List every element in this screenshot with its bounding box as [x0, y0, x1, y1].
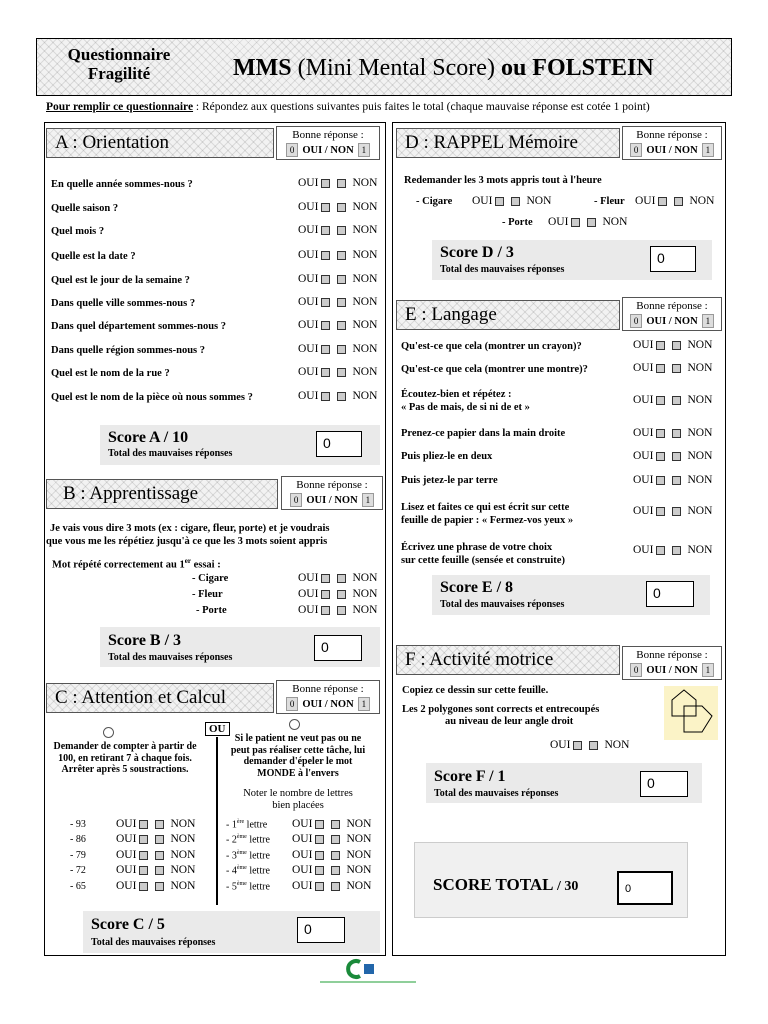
question-a-8: Dans quelle région sommes-nous ? [51, 345, 206, 356]
question-e-2-oui-checkbox[interactable] [656, 364, 665, 373]
question-a-4-oui-checkbox[interactable] [321, 251, 330, 260]
question-a-5-oui-label: OUI [298, 273, 319, 285]
question-e-1: Qu'est-ce que cela (montrer un crayon)? [401, 341, 582, 352]
question-e-4-oui-non [633, 427, 712, 439]
question-a-7: Dans quel département sommes-nous ? [51, 321, 227, 332]
question-a-2-oui-checkbox[interactable] [321, 203, 330, 212]
score-f-sub: Total des mauvaises réponses [434, 788, 559, 799]
footer-logo [318, 958, 418, 988]
drawing-oui-non [550, 739, 629, 751]
subtraction-4-oui-checkbox[interactable] [139, 866, 148, 875]
word-b-2: - Fleur [192, 589, 223, 600]
recall-fleur-non-checkbox[interactable] [674, 197, 683, 206]
question-e-7-non-label: NON [687, 505, 713, 517]
question-e-6-non-checkbox[interactable] [672, 476, 681, 485]
question-a-6-non-checkbox[interactable] [337, 298, 346, 307]
word-b-1-oui-label: OUI [298, 572, 319, 584]
spell-instructions: Si le patient ne veut pas ou ne peut pas réaliser cette tâche, lui demander d'épeler le mot MONDE à l'envers [230, 733, 366, 779]
question-a-3-oui-non [298, 224, 377, 236]
question-e-1-oui-non [633, 339, 712, 351]
letter-3-non-label: NON [346, 849, 372, 861]
word-b-3-non-label: NON [352, 604, 378, 616]
subtraction-3-non-checkbox[interactable] [155, 851, 164, 860]
letter-2-non-label: NON [346, 833, 372, 845]
question-a-8-oui-checkbox[interactable] [321, 345, 330, 354]
subtraction-2-non-checkbox[interactable] [155, 835, 164, 844]
section-f-line-3: au niveau de leur angle droit [445, 716, 574, 727]
letters-note: Noter le nombre de lettres bien placées [243, 788, 353, 811]
question-a-9-oui-label: OUI [298, 366, 319, 378]
question-a-6-non-label: NON [352, 296, 378, 308]
letter-5-oui-checkbox[interactable] [315, 882, 324, 891]
recall-cigare: - Cigare [416, 196, 453, 207]
question-a-6-oui-label: OUI [298, 296, 319, 308]
instructions: Pour remplir ce questionnaire : Répondez aux questions suivantes puis faites le total (chaque mauvaise réponse est cotée 1 point) [46, 101, 650, 113]
question-e-5-non-label: NON [687, 450, 713, 462]
ou-divider [216, 737, 218, 905]
score-b-box [100, 627, 380, 667]
subtraction-1-oui-non [116, 818, 195, 830]
question-a-5-non-label: NON [352, 273, 378, 285]
question-a-10-non-checkbox[interactable] [337, 392, 346, 401]
question-e-8-non-label: NON [687, 544, 713, 556]
subtraction-4-oui-label: OUI [116, 864, 137, 876]
word-b-2-non-label: NON [352, 588, 378, 600]
letter-5-oui-label: OUI [292, 880, 313, 892]
recall-cigare-oui-checkbox[interactable] [495, 197, 504, 206]
recall-porte-oui-label: OUI [548, 216, 569, 228]
section-c-title: C : Attention et Calcul [46, 683, 274, 713]
score-b-input[interactable]: 0 [314, 635, 362, 661]
question-e-3-non-checkbox[interactable] [672, 396, 681, 405]
question-a-1: En quelle année sommes-nous ? [51, 179, 193, 190]
letter-1: - 1ère lettre [226, 819, 268, 831]
question-e-8-oui-label: OUI [633, 544, 654, 556]
question-e-4-oui-checkbox[interactable] [656, 429, 665, 438]
subtraction-1-oui-checkbox[interactable] [139, 820, 148, 829]
subtraction-2-oui-non [116, 833, 195, 845]
question-a-10-oui-label: OUI [298, 390, 319, 402]
section-f-line-1: Copiez ce dessin sur cette feuille. [402, 685, 549, 696]
question-e-7-oui-label: OUI [633, 505, 654, 517]
question-e-1-oui-checkbox[interactable] [656, 341, 665, 350]
score-f-label: Score F / 1 [434, 768, 506, 785]
question-e-2-non-label: NON [687, 362, 713, 374]
section-e-bonne-reponse: Bonne réponse : 0 OUI / NON 1 [622, 297, 722, 331]
section-a-title: A : Orientation [46, 128, 274, 158]
question-e-6-oui-non [633, 474, 712, 486]
subtraction-2-oui-checkbox[interactable] [139, 835, 148, 844]
question-a-8-non-checkbox[interactable] [337, 345, 346, 354]
subtraction-3-oui-checkbox[interactable] [139, 851, 148, 860]
word-b-1: - Cigare [192, 573, 229, 584]
section-b-intro-2: que vous me les répétiez jusqu'à ce que les 3 mots soient appris [46, 536, 328, 547]
question-e-1-oui-label: OUI [633, 339, 654, 351]
letter-3-oui-checkbox[interactable] [315, 851, 324, 860]
question-e-8-non-checkbox[interactable] [672, 546, 681, 555]
question-a-2-oui-label: OUI [298, 201, 319, 213]
ou-label: OU [205, 722, 230, 736]
question-e-7: Lisez et faites ce qui est écrit sur cette feuille de papier : « Fermez-vos yeux » [401, 502, 574, 526]
question-e-1-non-checkbox[interactable] [672, 341, 681, 350]
subtraction-5-oui-checkbox[interactable] [139, 882, 148, 891]
subtraction-2: - 86 [70, 834, 86, 845]
recall-porte-oui-checkbox[interactable] [571, 218, 580, 227]
letter-3-oui-label: OUI [292, 849, 313, 861]
letter-3-oui-non [292, 849, 371, 861]
section-b-bonne-reponse: Bonne réponse : 0 OUI / NON 1 [281, 476, 383, 510]
subtraction-1-non-checkbox[interactable] [155, 820, 164, 829]
question-a-2-non-label: NON [352, 201, 378, 213]
question-e-5-oui-checkbox[interactable] [656, 452, 665, 461]
question-a-8-non-label: NON [352, 343, 378, 355]
question-a-1-non-label: NON [352, 177, 378, 189]
subtraction-5: - 65 [70, 881, 86, 892]
score-c-sub: Total des mauvaises réponses [91, 937, 216, 948]
score-f-box [426, 763, 702, 803]
question-a-5-oui-non [298, 273, 377, 285]
letter-4-non-label: NON [346, 864, 372, 876]
option-count-radio[interactable] [103, 727, 114, 738]
question-a-9-oui-checkbox[interactable] [321, 368, 330, 377]
question-a-4-oui-non [298, 249, 377, 261]
question-e-8-oui-non [633, 544, 712, 556]
question-a-5-non-checkbox[interactable] [337, 275, 346, 284]
mms-title: MMS (Mini Mental Score) ou FOLSTEIN [233, 55, 654, 81]
question-a-3: Quel mois ? [51, 226, 105, 237]
question-a-1-oui-non [298, 177, 377, 189]
question-e-5-oui-label: OUI [633, 450, 654, 462]
question-e-2-non-checkbox[interactable] [672, 364, 681, 373]
question-a-8-oui-label: OUI [298, 343, 319, 355]
word-b-2-oui-non [298, 588, 377, 600]
word-b-3-oui-checkbox[interactable] [321, 606, 330, 615]
count-instructions: Demander de compter à partir de 100, en retirant 7 à chaque fois. Arrêter après 5 soustractions. [53, 741, 197, 775]
question-e-5-non-checkbox[interactable] [672, 452, 681, 461]
question-a-1-oui-label: OUI [298, 177, 319, 189]
section-b-mot-repete: Mot répété correctement au 1er essai : [52, 557, 221, 571]
word-b-2-oui-label: OUI [298, 588, 319, 600]
question-a-3-non-label: NON [352, 224, 378, 236]
subtraction-3: - 79 [70, 850, 86, 861]
question-a-5-oui-checkbox[interactable] [321, 275, 330, 284]
question-a-6-oui-non [298, 296, 377, 308]
word-b-2-non-checkbox[interactable] [337, 590, 346, 599]
letter-1-oui-checkbox[interactable] [315, 820, 324, 829]
recall-fleur: - Fleur [594, 196, 625, 207]
score-total-label: SCORE TOTAL / 30 [433, 875, 579, 894]
question-e-3-oui-checkbox[interactable] [656, 396, 665, 405]
score-a-box [100, 425, 380, 465]
letter-2-non-checkbox[interactable] [331, 835, 340, 844]
subtraction-3-non-label: NON [170, 849, 196, 861]
drawing-oui-label: OUI [550, 739, 571, 751]
word-b-3-oui-label: OUI [298, 604, 319, 616]
question-a-9-oui-non [298, 366, 377, 378]
question-e-8-oui-checkbox[interactable] [656, 546, 665, 555]
score-c-input[interactable]: 0 [297, 917, 345, 943]
subtraction-2-non-label: NON [170, 833, 196, 845]
question-a-9-non-label: NON [352, 366, 378, 378]
score-b-sub: Total des mauvaises réponses [108, 652, 233, 663]
letter-2-oui-checkbox[interactable] [315, 835, 324, 844]
question-a-1-non-checkbox[interactable] [337, 179, 346, 188]
question-a-2-non-checkbox[interactable] [337, 203, 346, 212]
subtraction-5-oui-non [116, 880, 195, 892]
section-e-title: E : Langage [396, 300, 620, 330]
letter-5-non-label: NON [346, 880, 372, 892]
question-a-6: Dans quelle ville sommes-nous ? [51, 298, 196, 309]
score-d-input[interactable]: 0 [650, 246, 696, 272]
letter-2-oui-label: OUI [292, 833, 313, 845]
score-e-sub: Total des mauvaises réponses [440, 599, 565, 610]
recall-porte-non-label: NON [602, 216, 628, 228]
word-b-1-non-checkbox[interactable] [337, 574, 346, 583]
letter-4-oui-label: OUI [292, 864, 313, 876]
question-e-8: Écrivez une phrase de votre choix sur cette feuille (sensée et construite) [401, 542, 565, 566]
question-e-7-oui-checkbox[interactable] [656, 507, 665, 516]
question-a-7-non-checkbox[interactable] [337, 321, 346, 330]
question-a-9: Quel est le nom de la rue ? [51, 368, 170, 379]
score-e-label: Score E / 8 [440, 579, 514, 596]
question-a-6-oui-checkbox[interactable] [321, 298, 330, 307]
subtraction-4-non-label: NON [170, 864, 196, 876]
section-f-title: F : Activité motrice [396, 645, 620, 675]
question-a-3-oui-checkbox[interactable] [321, 226, 330, 235]
recall-fleur-oui-checkbox[interactable] [658, 197, 667, 206]
question-e-4-non-checkbox[interactable] [672, 429, 681, 438]
section-f-bonne-reponse: Bonne réponse : 0 OUI / NON 1 [622, 646, 722, 680]
score-c-box [83, 911, 380, 953]
question-e-2-oui-label: OUI [633, 362, 654, 374]
letter-4-oui-checkbox[interactable] [315, 866, 324, 875]
question-a-4-non-checkbox[interactable] [337, 251, 346, 260]
subtraction-5-non-label: NON [170, 880, 196, 892]
score-b-label: Score B / 3 [108, 632, 182, 649]
drawing-non-checkbox[interactable] [589, 741, 598, 750]
subtraction-1-oui-label: OUI [116, 818, 137, 830]
word-b-2-oui-checkbox[interactable] [321, 590, 330, 599]
question-e-5: Puis pliez-le en deux [401, 451, 493, 462]
recall-porte-non-checkbox[interactable] [587, 218, 596, 227]
letter-5-oui-non [292, 880, 371, 892]
recall-fleur-oui-label: OUI [635, 195, 656, 207]
section-b-intro-1: Je vais vous dire 3 mots (ex : cigare, fleur, porte) et je voudrais [50, 523, 330, 534]
subtraction-5-oui-label: OUI [116, 880, 137, 892]
subtraction-3-oui-label: OUI [116, 849, 137, 861]
section-d-bonne-reponse: Bonne réponse : 0 OUI / NON 1 [622, 126, 722, 160]
question-a-2: Quelle saison ? [51, 203, 119, 214]
question-a-7-non-label: NON [352, 319, 378, 331]
question-a-10-oui-checkbox[interactable] [321, 392, 330, 401]
question-a-7-oui-non [298, 319, 377, 331]
question-e-3: Écoutez-bien et répétez : « Pas de mais, de si ni de et » [401, 389, 530, 413]
letter-4: - 4ème lettre [226, 865, 270, 877]
subtraction-4-non-checkbox[interactable] [155, 866, 164, 875]
recall-fleur-oui-non [635, 195, 714, 207]
question-e-5-oui-non [633, 450, 712, 462]
question-e-1-non-label: NON [687, 339, 713, 351]
question-a-5: Quel est le jour de la semaine ? [51, 275, 190, 286]
question-a-3-non-checkbox[interactable] [337, 226, 346, 235]
option-spell-radio[interactable] [289, 719, 300, 730]
question-a-1-oui-checkbox[interactable] [321, 179, 330, 188]
subtraction-3-oui-non [116, 849, 195, 861]
question-e-6: Puis jetez-le par terre [401, 475, 498, 486]
score-total-input[interactable]: 0 [617, 871, 673, 905]
letter-2-oui-non [292, 833, 371, 845]
letter-1-oui-label: OUI [292, 818, 313, 830]
letter-3-non-checkbox[interactable] [331, 851, 340, 860]
question-a-8-oui-non [298, 343, 377, 355]
word-b-3-oui-non [298, 604, 377, 616]
score-a-input[interactable]: 0 [316, 431, 362, 457]
question-e-4-non-label: NON [687, 427, 713, 439]
drawing-oui-checkbox[interactable] [573, 741, 582, 750]
score-a-sub: Total des mauvaises réponses [108, 448, 233, 459]
subtraction-4-oui-non [116, 864, 195, 876]
subtraction-4: - 72 [70, 865, 86, 876]
question-a-10-oui-non [298, 390, 377, 402]
question-a-10: Quel est le nom de la pièce où nous sommes ? [51, 392, 253, 403]
score-f-input[interactable]: 0 [640, 771, 688, 797]
question-e-2: Qu'est-ce que cela (montrer une montre)? [401, 364, 588, 375]
recall-cigare-oui-label: OUI [472, 195, 493, 207]
recall-cigare-oui-non [472, 195, 551, 207]
question-e-3-oui-label: OUI [633, 394, 654, 406]
questionnaire-title: Questionnaire Fragilité [67, 45, 171, 83]
word-b-3-non-checkbox[interactable] [337, 606, 346, 615]
recall-cigare-non-checkbox[interactable] [511, 197, 520, 206]
question-e-4: Prenez-ce papier dans la main droite [401, 428, 566, 439]
score-d-box [432, 240, 712, 280]
word-b-1-non-label: NON [352, 572, 378, 584]
letter-3: - 3ème lettre [226, 850, 270, 862]
recall-porte: - Porte [502, 217, 533, 228]
question-a-2-oui-non [298, 201, 377, 213]
letter-5: - 5ème lettre [226, 881, 270, 893]
recall-cigare-non-label: NON [526, 195, 552, 207]
letter-1-oui-non [292, 818, 371, 830]
question-e-6-non-label: NON [687, 474, 713, 486]
recall-fleur-non-label: NON [689, 195, 715, 207]
subtraction-1-non-label: NON [170, 818, 196, 830]
question-a-4-non-label: NON [352, 249, 378, 261]
question-a-3-oui-label: OUI [298, 224, 319, 236]
letter-2: - 2ème lettre [226, 834, 270, 846]
polygons-drawing [664, 686, 718, 740]
page-header [36, 38, 732, 96]
subtraction-2-oui-label: OUI [116, 833, 137, 845]
score-total-box [414, 842, 688, 918]
question-a-4: Quelle est la date ? [51, 251, 136, 262]
question-e-7-non-checkbox[interactable] [672, 507, 681, 516]
question-e-2-oui-non [633, 362, 712, 374]
question-a-7-oui-label: OUI [298, 319, 319, 331]
question-a-9-non-checkbox[interactable] [337, 368, 346, 377]
question-e-3-non-label: NON [687, 394, 713, 406]
recall-porte-oui-non [548, 216, 627, 228]
score-d-sub: Total des mauvaises réponses [440, 264, 565, 275]
letter-1-non-checkbox[interactable] [331, 820, 340, 829]
letter-5-non-checkbox[interactable] [331, 882, 340, 891]
question-e-6-oui-checkbox[interactable] [656, 476, 665, 485]
section-d-title: D : RAPPEL Mémoire [396, 128, 620, 158]
section-f-line-2: Les 2 polygones sont corrects et entrecoupés [402, 704, 600, 715]
score-c-label: Score C / 5 [91, 916, 165, 933]
question-a-10-non-label: NON [352, 390, 378, 402]
drawing-non-label: NON [604, 739, 630, 751]
word-b-1-oui-checkbox[interactable] [321, 574, 330, 583]
score-e-input[interactable]: 0 [646, 581, 694, 607]
subtraction-1: - 93 [70, 819, 86, 830]
question-a-4-oui-label: OUI [298, 249, 319, 261]
section-b-title: B : Apprentissage [46, 479, 278, 509]
section-d-intro: Redemander les 3 mots appris tout à l'heure [404, 175, 602, 186]
score-d-label: Score D / 3 [440, 244, 514, 261]
word-b-1-oui-non [298, 572, 377, 584]
question-a-7-oui-checkbox[interactable] [321, 321, 330, 330]
question-e-4-oui-label: OUI [633, 427, 654, 439]
question-e-7-oui-non [633, 505, 712, 517]
score-a-label: Score A / 10 [108, 429, 189, 446]
question-e-6-oui-label: OUI [633, 474, 654, 486]
letter-4-non-checkbox[interactable] [331, 866, 340, 875]
score-e-box [432, 575, 710, 615]
section-c-bonne-reponse: Bonne réponse : 0 OUI / NON 1 [276, 680, 380, 714]
question-e-3-oui-non [633, 394, 712, 406]
letter-1-non-label: NON [346, 818, 372, 830]
word-b-3: - Porte [196, 605, 227, 616]
subtraction-5-non-checkbox[interactable] [155, 882, 164, 891]
section-a-bonne-reponse: Bonne réponse : 0 OUI / NON 1 [276, 126, 380, 160]
letter-4-oui-non [292, 864, 371, 876]
